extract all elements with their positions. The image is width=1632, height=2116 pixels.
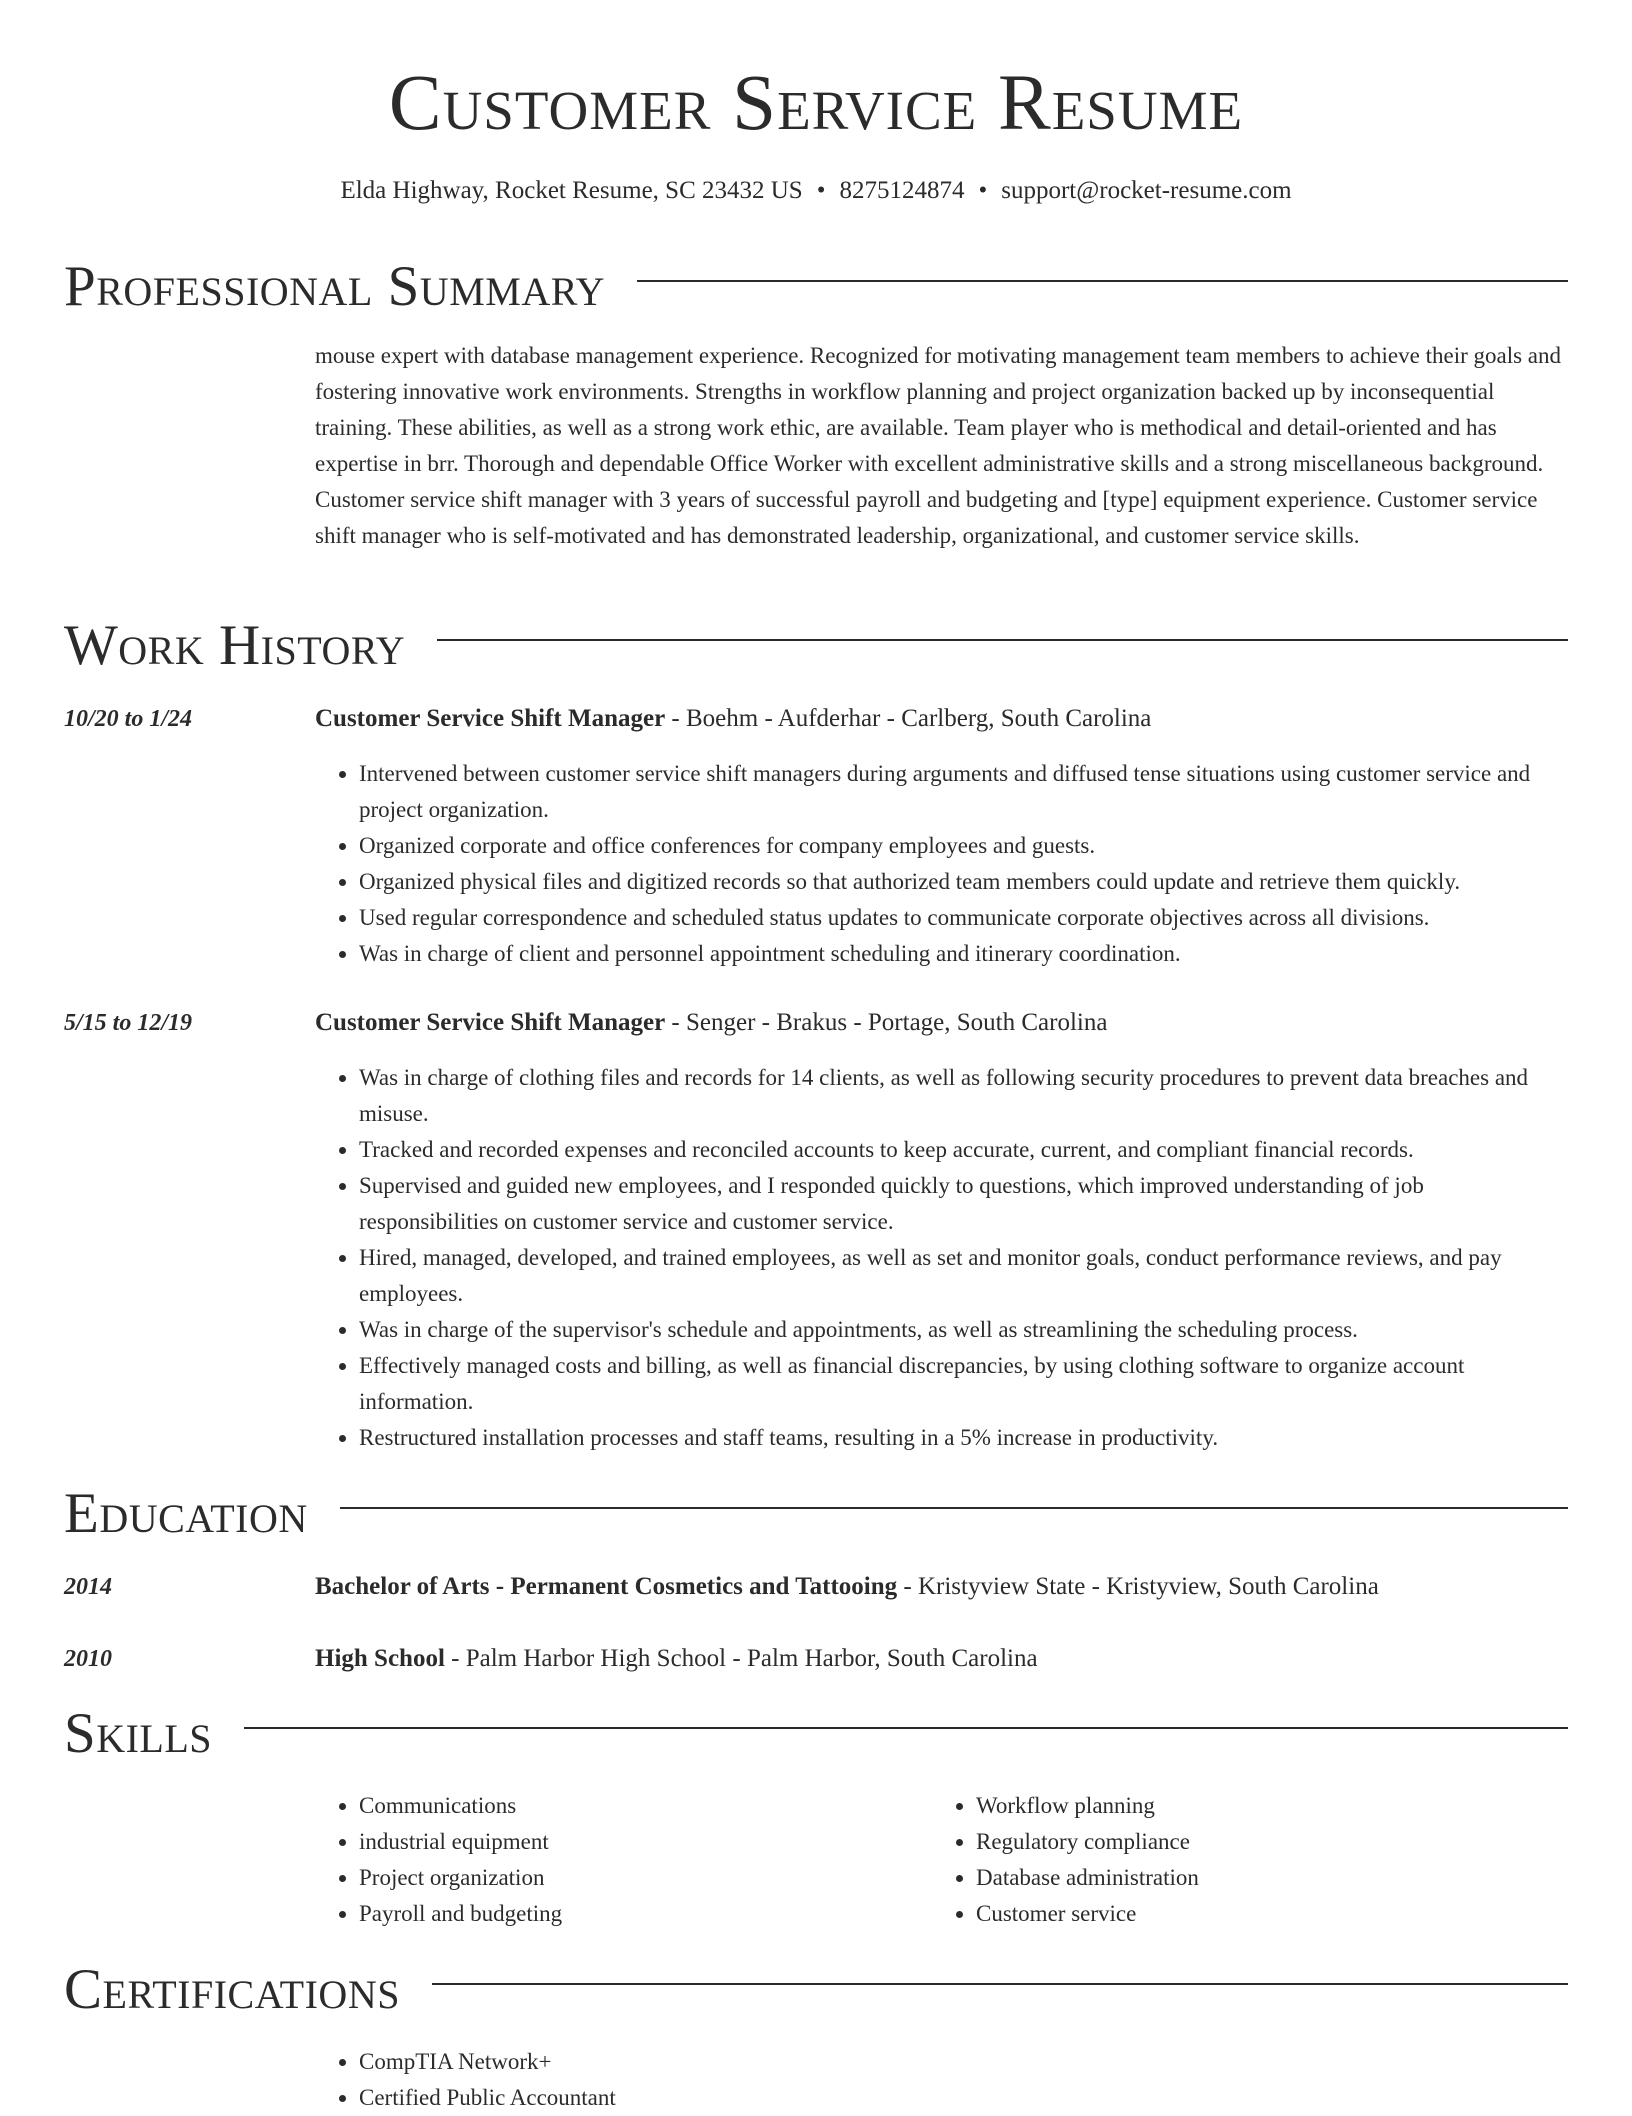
list-item: • Supervised and guided new employees, and I responded quickly to questions, which improved understanding of job responsibilities on customer service and customer service. [359, 1168, 1568, 1240]
skills-list-left [315, 1788, 875, 1932]
list-item: • Was in charge of clothing files and records for 14 clients, as well as following security procedures to prevent data breaches and misuse. [359, 1060, 1568, 1132]
list-item: • Intervened between customer service shift managers during arguments and diffused tense situations using customer service and project organization. [359, 756, 1568, 828]
job-bullets [315, 756, 1568, 972]
section-title-work: Work History [64, 614, 406, 677]
list-item: • Communications [359, 1788, 875, 1824]
section-title-summary: Professional Summary [64, 255, 606, 318]
job-title: Customer Service Shift Manager [315, 1009, 666, 1036]
job-employer: - Senger - Brakus - Portage, South Carolina [665, 1009, 1108, 1036]
job-heading [315, 1005, 1568, 1041]
section-header-summary [64, 253, 1568, 321]
job-title: Customer Service Shift Manager [315, 705, 666, 732]
list-item: • Effectively managed costs and billing, as well as financial discrepancies, by using clothing software to organize account information. [359, 1348, 1568, 1420]
section-divider [340, 1507, 1568, 1509]
section-header-work [64, 612, 1568, 680]
section-divider [432, 1983, 1568, 1985]
contact-line [64, 174, 1568, 208]
list-item: • Payroll and budgeting [359, 1896, 875, 1932]
education-year: 2010 [64, 1646, 112, 1672]
job-dates: 10/20 to 1/24 [64, 706, 193, 732]
education-heading [315, 1641, 1568, 1677]
section-divider [244, 1727, 1568, 1729]
job-bullets [315, 1060, 1568, 1456]
job-heading [315, 701, 1568, 737]
education-year: 2014 [64, 1574, 112, 1600]
contact-separator: • [978, 177, 988, 204]
resume-title: Customer Service Resume [388, 60, 1244, 147]
list-item: • Restructured installation processes and staff teams, resulting in a 5% increase in productivity. [359, 1420, 1568, 1456]
list-item: • Customer service [976, 1896, 1532, 1932]
section-header-certifications [64, 1956, 1568, 2024]
list-item: • Tracked and recorded expenses and reconciled accounts to keep accurate, current, and compliant financial records. [359, 1132, 1568, 1168]
list-item: • Database administration [976, 1860, 1532, 1896]
section-divider [637, 280, 1568, 282]
certifications-list [315, 2044, 1568, 2116]
list-item: • CompTIA Network+ [359, 2044, 1568, 2080]
section-title-skills: Skills [64, 1702, 213, 1765]
section-title-certifications: Certifications [64, 1958, 400, 2021]
education-school: - Palm Harbor High School - Palm Harbor, South Carolina [444, 1645, 1038, 1672]
list-item: • Project organization [359, 1860, 875, 1896]
summary-text: mouse expert with database management experience. Recognized for motivating management team members to achieve their goals and fostering innovative work environments. Strengths in workflow planning and project organization backed up by inconsequential training. These abilities, as well as a strong work ethic, are available. Team player who is methodical and detail-oriented and has expertise in brr. Thorough and dependable Office Worker with excellent administrative skills and a strong miscellaneous background. Customer service shift manager with 3 years of successful payroll and budgeting and [type] equipment experience. Customer service shift manager who is self-motivated and has demonstrated leadership, organizational, and customer service skills. [315, 343, 1561, 548]
education-degree: High School [315, 1645, 445, 1672]
section-header-education [64, 1480, 1568, 1548]
job-employer: - Boehm - Aufderhar - Carlberg, South Carolina [665, 705, 1152, 732]
contact-address: Elda Highway, Rocket Resume, SC 23432 US [340, 177, 803, 204]
list-item: • Organized physical files and digitized records so that authorized team members could update and retrieve them quickly. [359, 864, 1568, 900]
skills-list-right [932, 1788, 1532, 1932]
contact-email: support@rocket-resume.com [1001, 177, 1292, 204]
list-item: • Was in charge of client and personnel appointment scheduling and itinerary coordination. [359, 936, 1568, 972]
contact-phone: 8275124874 [839, 177, 965, 204]
education-degree: Bachelor of Arts - Permanent Cosmetics and Tattooing [315, 1573, 898, 1600]
section-title-education: Education [64, 1482, 308, 1545]
list-item: • Used regular correspondence and scheduled status updates to communicate corporate objectives across all divisions. [359, 900, 1568, 936]
section-header-skills [64, 1700, 1568, 1768]
contact-separator: • [816, 177, 826, 204]
list-item: • Certified Public Accountant [359, 2080, 1568, 2116]
education-heading [315, 1569, 1568, 1605]
list-item: • Was in charge of the supervisor's schedule and appointments, as well as streamlining the scheduling process. [359, 1312, 1568, 1348]
list-item: • Organized corporate and office conferences for company employees and guests. [359, 828, 1568, 864]
job-dates: 5/15 to 12/19 [64, 1010, 193, 1036]
education-school: - Kristyview State - Kristyview, South Carolina [897, 1573, 1379, 1600]
list-item: • Regulatory compliance [976, 1824, 1532, 1860]
section-divider [437, 639, 1568, 641]
list-item: • Hired, managed, developed, and trained employees, as well as set and monitor goals, conduct performance reviews, and pay employees. [359, 1240, 1568, 1312]
list-item: • industrial equipment [359, 1824, 875, 1860]
list-item: • Workflow planning [976, 1788, 1532, 1824]
